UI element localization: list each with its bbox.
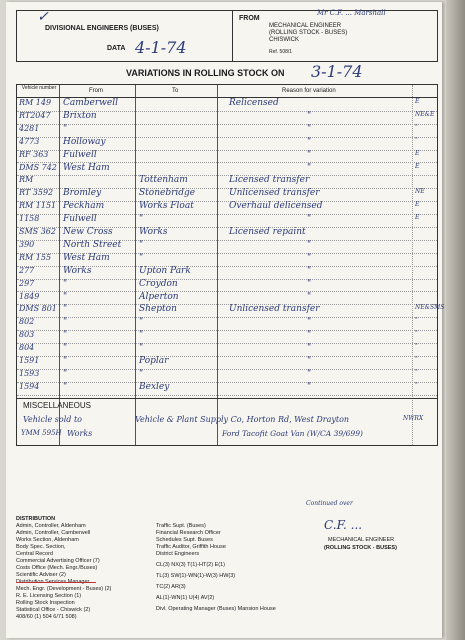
code-cell: E [415,162,420,170]
reason-cell: " [307,136,312,147]
reason-cell: " [307,149,312,160]
signature: C.F. ... [324,518,363,532]
vehicle-number-cell: 803 [19,330,35,340]
handwritten-top: Mr C.F. ... Marshall [317,9,386,17]
reason-cell: Unlicensed transfer [229,304,320,315]
distribution-item: Divl. Operating Manager (Buses) Mansion House [156,606,276,612]
distribution-item: Schedules Supt. Buses [156,537,213,543]
misc-line2-from: Works [67,429,93,438]
page-title [126,68,285,78]
to-cell: " [139,330,144,341]
table-row [17,356,437,369]
to-cell: " [139,317,144,328]
distribution-item: Mech. Engr. (Development - Buses) (2) [16,586,112,592]
misc-line1-left: Vehicle sold to [23,415,82,424]
continued-note: Continued over [306,500,353,507]
to-cell: " [139,368,144,379]
from-cell: " [63,123,68,134]
misc-line2-vehicle: YMM 595H [21,429,62,437]
from-cell: North Street [63,239,122,250]
reason-cell: " [307,330,312,341]
reason-cell: Licensed repaint [229,227,306,237]
from-cell: New Cross [63,227,113,237]
distribution-item: TC(2) AR(3) [156,584,186,590]
reason-cell: " [307,110,312,121]
signatory-title-1: MECHANICAL ENGINEER [328,537,395,543]
to-cell: Tottenham [139,175,188,186]
distribution-item: AL(1)-WN(1) U(4) AV(2) [156,595,215,601]
from-label: FROM [239,15,260,22]
code-cell: E [415,201,420,209]
page-edge [446,0,465,640]
title-date: 3-1-74 [311,62,363,81]
red-underline [16,582,96,583]
reason-cell: " [307,239,312,250]
vehicle-number-cell: RM 155 [19,252,52,262]
table-row [17,150,437,163]
from-cell: " [63,368,68,379]
code-cell: NE&E [415,110,435,118]
misc-line2-right: Ford Tacofit Goat Van (W/CA 39/699) [222,429,363,438]
reason-cell: " [307,381,312,392]
reason-cell: " [307,291,312,302]
from-cell: Peckham [63,201,105,212]
distribution-right [156,523,326,613]
vehicle-number-cell: 390 [19,239,35,249]
to-cell: Works [139,227,168,237]
vehicle-number-cell: 1849 [19,291,40,301]
misc-rule [17,398,437,399]
date-label: DATA [107,45,126,52]
table-row [17,292,437,305]
table-row [17,330,437,343]
signatory-title-2: (ROLLING STOCK - BUSES) [324,545,397,551]
distribution-item: Works Section, Aldenham [16,537,79,543]
from-cell: Bromley [63,188,102,199]
distribution-item: R. E. Licensing Section (1) [16,593,82,599]
code-cell: " [415,317,418,325]
vehicle-number-cell: SMS 362 [19,227,56,236]
vehicle-number-cell: 1594 [19,381,40,391]
table-row [17,137,437,150]
vehicle-number-cell: RF 363 [19,149,49,159]
distribution-left [16,516,146,621]
reason-cell: " [307,252,312,263]
distribution-item: Scientific Adviser (2) [16,572,66,578]
code-cell: " [415,356,418,363]
table-row [17,175,437,188]
from-cell: " [63,291,68,302]
table-row [17,111,437,124]
reason-cell: " [307,265,312,276]
distribution-item: Costs Office (Mech. Engr./Buses) [16,565,98,571]
from-cell: " [63,343,68,354]
table-row [17,98,437,111]
distribution-item: Admin, Controller, Camberwell [16,530,91,536]
reason-cell: Relicensed [229,98,279,108]
code-cell: " [415,343,418,351]
code-cell: NE&SMS [415,304,445,312]
table-row [17,163,437,176]
table-row [17,124,437,137]
reason-cell: " [307,368,312,379]
distribution-item: TL(3) SW(1)-WN(1)-W(3) HW(3) [156,573,236,579]
from-cell: West Ham [63,252,110,263]
reason-cell: " [307,317,312,328]
reason-cell: " [307,123,312,134]
reason-cell: " [307,343,312,354]
vehicle-number-cell: 1593 [19,368,40,378]
col-vehicle: Vehicle number [21,85,57,91]
reason-cell: " [307,356,312,366]
code-cell: " [415,136,418,144]
vehicle-number-cell: 277 [19,265,35,275]
to-cell: Stonebridge [139,188,196,199]
vehicle-number-cell: 1158 [19,214,40,224]
table-row [17,201,437,214]
date-value: 4-1-74 [135,38,187,57]
from-cell: " [63,304,68,315]
from-cell: " [63,317,68,328]
tick-mark: ✓ [37,9,49,25]
distribution-item: Distribution Services Manager [16,579,90,585]
code-cell: E [415,214,420,222]
table-row [17,369,437,382]
distribution-item: Financial Research Officer [156,530,221,536]
distribution-item: Rolling Stock Inspection [16,600,75,606]
from-line-1: MECHANICAL ENGINEER [269,23,342,29]
from-cell: Fulwell [63,214,97,225]
to-cell: Bexley [139,381,170,392]
table-row [17,343,437,356]
reference: Ref. 508/1 [269,49,293,55]
distribution-item: Statistical Office - Chiswick (2) [16,607,91,613]
reason-cell: Overhaul delicensed [229,201,323,212]
code-cell: E [415,98,420,105]
code-cell: " [415,123,418,131]
col-to: To [172,88,179,94]
code-cell: " [415,368,418,376]
distribution-item: Traffic Auditor, Griffith House [156,544,226,550]
distribution-item: 408/60 (1) 504 6/71 508) [16,614,77,620]
table-row [17,304,445,317]
vehicle-number-cell: 297 [19,278,35,288]
to-cell: Croydon [139,278,178,289]
title-text: VARIATIONS IN ROLLING STOCK ON [126,68,285,78]
col-from: From [89,88,103,94]
vehicle-number-cell: 4773 [19,136,40,146]
to-cell: " [139,343,144,354]
addressee: DIVISIONAL ENGINEERS (BUSES) [45,25,159,32]
table-row [17,382,437,395]
vehicle-number-cell: 4281 [19,123,40,133]
from-cell: " [63,356,68,366]
vehicle-number-cell: RM 1151 [19,201,57,211]
distribution-item: Admin, Controller, Aldenham [16,523,86,529]
from-line-2: (ROLLING STOCK - BUSES) [269,30,348,36]
to-cell: " [139,214,144,225]
vehicle-number-cell: RM 149 [19,98,52,107]
reason-cell: Licensed transfer [229,175,310,186]
vehicle-number-cell: RT 3592 [19,188,54,198]
table-row [17,188,437,201]
to-cell: " [139,252,144,263]
table-row [17,266,437,279]
from-cell: Works [63,265,92,276]
table-row [17,279,437,292]
from-cell: " [63,330,68,341]
from-cell: " [63,381,68,392]
from-cell: Brixton [63,110,97,121]
vehicle-number-cell: DMS 742 [19,162,57,172]
addressee-panel [17,11,233,61]
code-cell: " [415,381,418,389]
distribution-item: District Engineers [156,551,200,557]
variations-table [16,84,445,446]
row-rule [17,395,437,396]
from-cell: West Ham [63,162,110,173]
code-cell: NE [415,188,425,196]
distribution-item: Commercial Advertising Officer (7) [16,558,100,564]
table-row [17,227,437,240]
vehicle-number-cell: DMS 801 [19,304,57,314]
vehicle-number-cell: 1591 [19,356,40,365]
reason-cell: " [307,278,312,289]
code-cell: E [415,149,420,157]
table-row [17,214,437,227]
misc-line1-right: Vehicle & Plant Supply Co, Horton Rd, West Drayton [135,415,350,424]
document-page [6,2,445,638]
vehicle-number-cell: RT2047 [19,110,51,120]
to-cell: Shepton [139,304,177,315]
misc-line1-code: NWRX [403,415,424,422]
from-line-3: CHISWICK [269,37,299,43]
to-cell: Alperton [139,291,179,302]
reason-cell: " [307,214,312,225]
from-cell: Camberwell [63,98,118,108]
table-row [17,317,437,330]
distribution-heading: DISTRIBUTION [16,516,56,522]
vehicle-number-cell: 802 [19,317,35,327]
reason-cell: " [307,162,312,173]
table-row [17,240,437,253]
from-cell: Fulwell [63,149,97,160]
reason-cell: Unlicensed transfer [229,188,320,199]
header-box [16,10,438,62]
distribution-item: Central Record [16,551,53,557]
misc-label: MISCELLANEOUS [23,401,92,410]
vehicle-number-cell: 804 [19,343,35,353]
code-cell: " [415,330,418,338]
col-reason: Reason for variation [282,88,336,94]
to-cell: Works Float [139,201,194,212]
vehicle-number-cell: RM [19,175,34,185]
to-cell: Upton Park [139,265,191,276]
table-row [17,253,437,266]
distribution-item: Traffic Supt. (Buses) [156,523,206,529]
distribution-item: Body Spec. Section, [16,544,66,550]
to-cell: " [139,239,144,250]
distribution-item: CL(3) NX(3) T(1)-HT(2) E(1) [156,562,225,568]
from-cell: " [63,278,68,289]
from-cell: Holloway [63,136,106,147]
to-cell: Poplar [139,356,169,366]
